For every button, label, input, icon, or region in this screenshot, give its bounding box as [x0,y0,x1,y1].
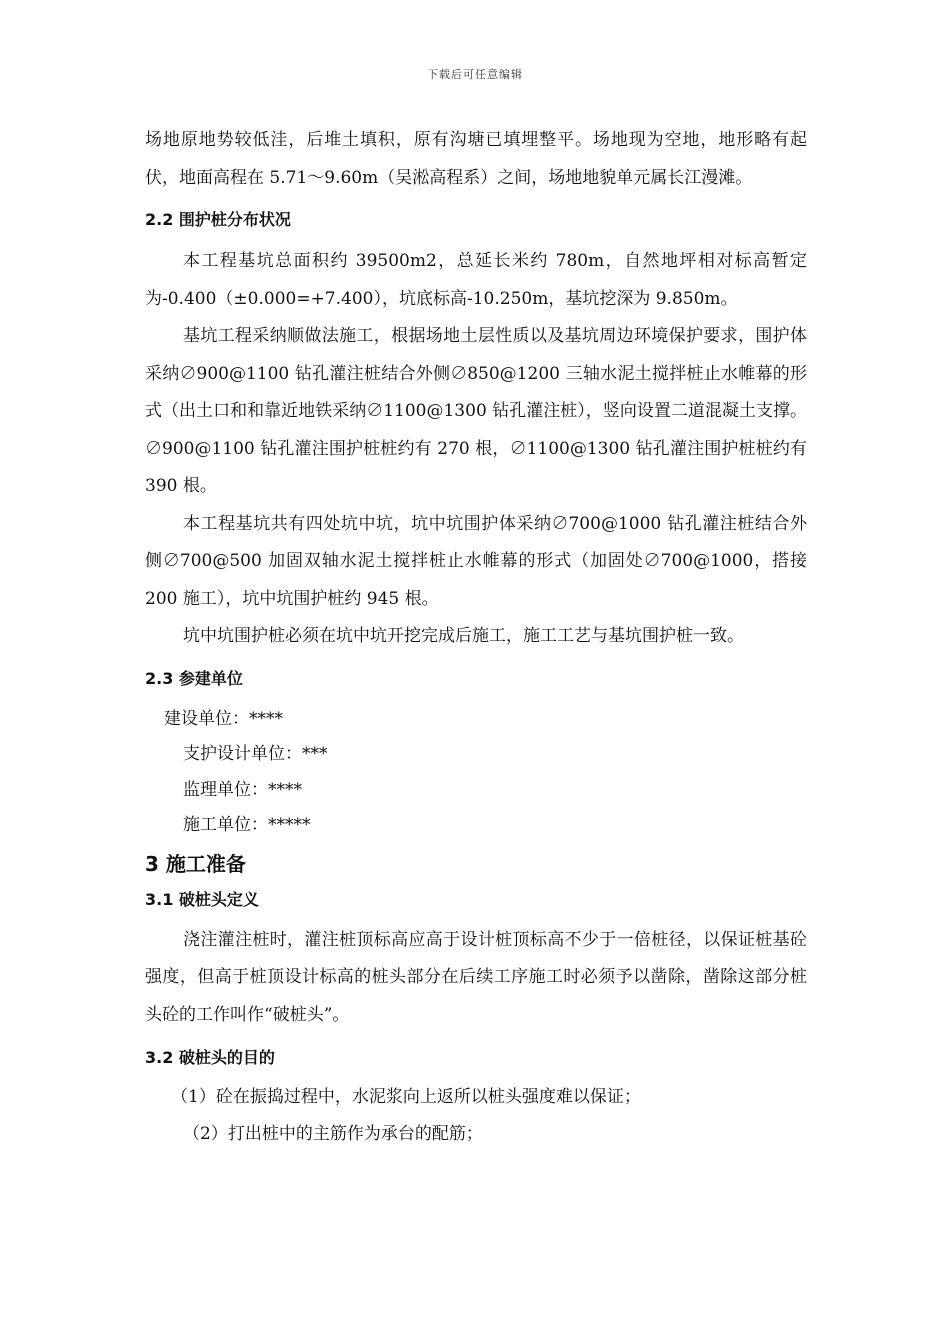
site-description-paragraph: 场地原地势较低洼，后堆土填积，原有沟塘已填埋整平。场地现为空地，地形略有起伏，地面高程在 5.71～9.60m（吴淞高程系）之间，场地地貌单元属长江漫滩。 [145,130,807,188]
purpose-item-2: （2）打出桩中的主筋作为承台的配筋； [183,1124,483,1144]
section-3-2-heading: 3.2 破桩头的目的 [145,1048,275,1067]
page-header: 下载后可任意编辑 [427,68,523,81]
purpose-item-1: （1）砼在振捣过程中，水泥浆向上返所以桩头强度难以保证； [171,1087,641,1107]
section-3-1-heading: 3.1 破桩头定义 [145,889,259,909]
pit-area-paragraph: 本工程基坑总面积约 39500m2，总延长米约 780m，自然地坪相对标高暂定为-0.400（±0.000=+7.400），坑底标高-10.250m，基坑挖深为 9.850m。 [145,251,807,309]
unit-contractor: 施工单位：***** [183,815,311,835]
pile-head-definition-paragraph: 浇注灌注桩时，灌注桩顶标高应高于设计桩顶标高不少于一倍桩径，以保证桩基砼强度，但高于桩顶设计标高的桩头部分在后续工序施工时必须予以凿除，凿除这部分桩头砼的工作叫作“破桩头”。 [145,929,807,1025]
unit-owner: 建设单位：**** [164,708,283,729]
section-3-heading: 3 施工准备 [145,851,246,876]
unit-supervision: 监理单位：**** [183,779,302,800]
pit-in-pit-construction-paragraph: 坑中坑围护桩必须在坑中坑开挖完成后施工，施工工艺与基坑围护桩一致。 [183,626,744,646]
section-2-2-heading: 2.2 围护桩分布状况 [145,210,291,229]
section-2-3-heading: 2.3 参建单位 [145,668,243,688]
unit-design: 支护设计单位：*** [183,744,328,764]
document-body [145,122,807,1153]
retaining-method-paragraph: 基坑工程采纳顺做法施工，根据场地土层性质以及基坑周边环境保护要求，围护体采纳∅900@1100 钻孔灌注桩结合外侧∅850@1200 三轴水泥土搅拌桩止水帷幕的形式（出土口和和靠近地铁采纳∅1100@1300 钻孔灌注桩），竖向设置二道混凝土支撑。∅900@1100 钻孔灌注围护桩桩约有 270 根，∅1100@1300 钻孔灌注围护桩桩约有 390 根。 [145,326,807,496]
pit-in-pit-paragraph: 本工程基坑共有四处坑中坑，坑中坑围护体采纳∅700@1000 钻孔灌注桩结合外侧∅700@500 加固双轴水泥土搅拌桩止水帷幕的形式（加固处∅700@1000，搭接 200 施工），坑中坑围护桩约 945 根。 [145,513,807,609]
